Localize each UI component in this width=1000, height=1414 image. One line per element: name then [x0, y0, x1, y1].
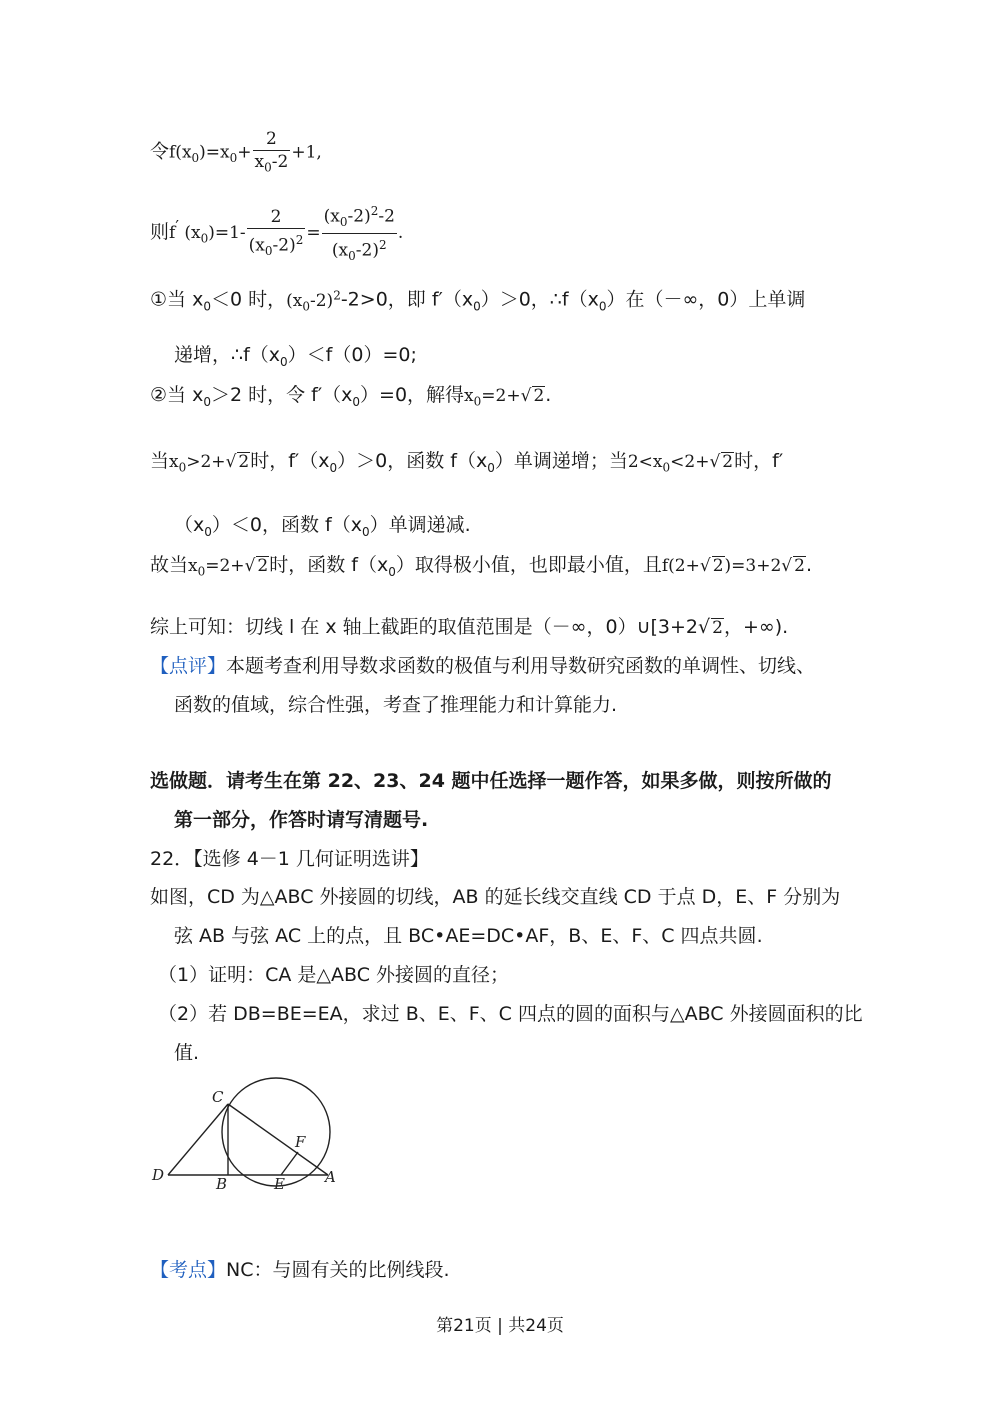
case-one-text: ①当 $x_0<0$ 时，$(x_0-2)^2-2>0$，即 $f'(x_0)>0$，$\therefore f(x_0)$在（－∞，0）上单调	[150, 288, 806, 314]
knowledge-point-tag: 【考点】	[150, 1259, 227, 1281]
circumcircle	[222, 1078, 330, 1186]
review-paragraph: 【点评】本题考查利用导数求函数的极值与利用导数研究函数的单调性、切线、	[150, 655, 816, 677]
monotonic-increase-text: 当$x_0>2+√$ 2时，$f'(x_0)>0$，函数 $f(x_0)$单调递增；当$2<x_0<2+√$ 2时，f′	[150, 450, 784, 475]
geometry-figure	[148, 1072, 348, 1194]
question-22-part-2-continued: 值.	[174, 1042, 200, 1064]
case-two-text: ②当 $x_0>2$ 时，令 $f'(x_0)=0$，解得$x_0=2+√$ 2.	[150, 384, 552, 409]
case-one-continued: 递增，$\therefore f(x_0)<f(0)=0$;	[174, 344, 417, 369]
question-22-part-2: （2）若 DB=BE=EA，求过 B、E、F、C 四点的圆的面积与△ABC 外接圆面积的比	[158, 1003, 863, 1025]
question-22-stem: 如图，CD 为△ABC 外接圆的切线，AB 的延长线交直线 CD 于点 D，E、F 分别为	[150, 886, 841, 908]
label-F: F	[295, 1133, 306, 1151]
label-A: A	[325, 1168, 336, 1186]
page-footer: 第21页 | 共24页	[436, 1316, 564, 1336]
question-22-part-1: （1）证明：CA 是△ABC 外接圆的直径；	[158, 964, 510, 986]
label-D: D	[152, 1166, 165, 1184]
label-E: E	[274, 1175, 285, 1193]
question-22-title: 22．【选修 4－1 几何证明选讲】	[150, 848, 429, 870]
label-B: B	[216, 1175, 228, 1193]
question-22-stem-continued: 弦 AB 与弦 AC 上的点，且 BC•AE=DC•AF，B、E、F、C 四点共圆.	[174, 925, 763, 947]
fraction: $\frac{(x_0-2)^2-2}{(x_0-2)^2}$	[322, 200, 397, 267]
monotonic-decrease-text: $(x_0)<0$，函数 $f(x_0)$单调递减.	[174, 514, 471, 539]
fraction: $\frac{2}{x_0-2}$	[254, 129, 289, 175]
knowledge-point: 【考点】NC：与圆有关的比例线段.	[150, 1259, 450, 1281]
minimum-value-text: 故当$x_0=2+√$ 2时，函数 $f(x_0)$取得极小值，也即最小值，且f(2+√ 2)=3+2√ 2.	[150, 554, 813, 579]
section-heading-continued: 第一部分，作答时请写清题号.	[174, 809, 429, 831]
conclusion-text: 综上可知：切线 l 在 x 轴上截距的取值范围是（－∞，0）∪[3+2√ 2，+∞).	[150, 616, 789, 638]
segment-DC	[168, 1104, 228, 1175]
label-C: C	[212, 1088, 224, 1106]
fraction: $\frac{2}{(x_0-2)^2}$	[248, 206, 304, 258]
segment-CA	[228, 1104, 328, 1175]
formula-fx-definition: 令$f(x_0)=x_0+$ $\frac{2}{x_0-2}$ +1,	[150, 128, 322, 178]
segment-EF	[281, 1152, 298, 1175]
formula-derivative: 则f′ $(x_0)=1-$ $\frac{2}{(x_0-2)^2}$ = $\frac{(x_0-2)^2-2}{(x_0-2)^2}$ .	[150, 200, 403, 267]
review-tag: 【点评】	[150, 655, 227, 677]
review-paragraph-continued: 函数的值域，综合性强，考查了推理能力和计算能力.	[174, 694, 618, 716]
section-heading: 选做题．请考生在第 22、23、24 题中任选择一题作答，如果多做，则按所做的	[150, 770, 832, 792]
